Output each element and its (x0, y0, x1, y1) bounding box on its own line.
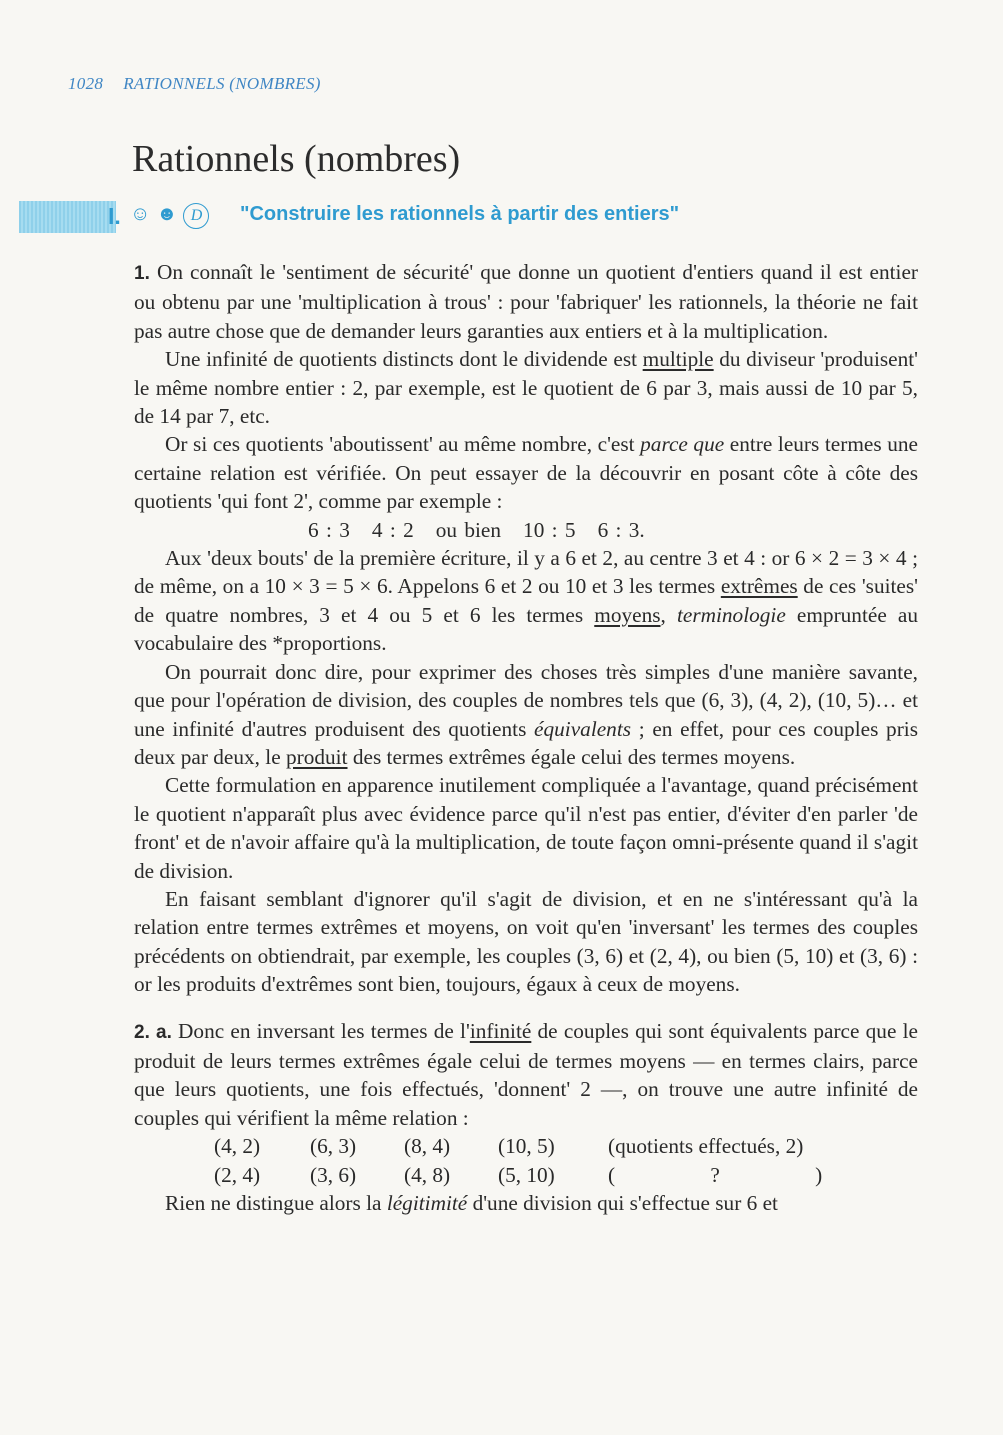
underlined-term: produit (285, 744, 348, 769)
text-run: de couples qui sont équivalents parce que le produit de leurs termes extrêmes égale celui de termes moyens — en termes clairs, parce que leurs quotients, une fois effectués, 'donnent' 2 —, on trouve une autre infinité de couples qui vérifient la même relation : (134, 1018, 918, 1130)
underlined-term: extrêmes (720, 574, 798, 599)
table-row (214, 1132, 858, 1160)
paragraph-text: On connaît le 'sentiment de sécurité' que donne un quotient d'entiers quand il est entier ou obtenu par une 'multiplication à trous' : pour 'fabriquer' les rationnels, la théorie ne fait pas autre chose que de demander leurs garanties aux entiers et à la multiplication. (134, 260, 918, 343)
table-row (214, 1161, 858, 1189)
circled-d-icon: D (183, 203, 209, 229)
section-heading: "Construire les rationnels à partir des entiers" (240, 203, 680, 225)
body-text (134, 258, 918, 1217)
quotient-example: 6 : 3 (308, 517, 350, 542)
italic-term: parce que (640, 432, 725, 457)
running-head-section: RATIONNELS (NOMBRES) (123, 74, 321, 93)
text-run: Donc en inversant les termes de l' (178, 1018, 470, 1043)
quotient-example: 10 : 5 (523, 517, 576, 542)
connector-text: ou bien (435, 517, 502, 542)
table-cell: (6, 3) (310, 1134, 357, 1159)
couples-table (214, 1132, 858, 1189)
table-cell (608, 1161, 858, 1189)
question-mark: ? (710, 1162, 720, 1187)
text-run: , (660, 602, 677, 627)
page-title: Rationnels (nombres) (132, 138, 461, 180)
open-paren: ( (608, 1162, 616, 1187)
close-paren: ) (815, 1162, 823, 1187)
text-run: Or si ces quotients 'aboutissent' au même nombre, c'est (165, 432, 641, 457)
paragraph-1 (134, 258, 918, 345)
paragraph-label: 1. (134, 263, 150, 284)
text-run: ; en effet, pour ces couples pris deux par deux, le (134, 716, 918, 769)
text-run: d'une division qui s'effectue sur 6 et (467, 1191, 778, 1215)
italic-term: équivalents (534, 716, 632, 741)
text-run: empruntée au vocabulaire des *proportions. (134, 602, 918, 656)
underlined-term: infinité (469, 1018, 532, 1043)
text-run: On pourrait donc dire, pour exprimer des choses très simples d'une manière savante, que pour l'opération de division, des couples de nombres tels que (6, 3), (4, 2), (10, 5)… et une infinité d'autres produisent des quotients (134, 659, 918, 741)
running-head (68, 74, 321, 94)
text-run: Rien ne distingue alors la (165, 1191, 387, 1215)
table-cell: (4, 2) (214, 1134, 261, 1159)
profile-head-icon: ☺ (130, 203, 151, 225)
paragraph-8 (134, 1017, 918, 1133)
text-run: du diviseur 'produisent' le même nombre entier : 2, par exemple, est le quotient de 6 par 3, mais aussi de 10 par 5, de 14 par 7, etc. (134, 347, 918, 429)
paragraph-2 (134, 345, 918, 430)
table-cell: (5, 10) (498, 1162, 555, 1187)
italic-term: légitimité (386, 1191, 468, 1215)
quotient-example: 4 : 2 (371, 517, 414, 542)
underlined-term: multiple (642, 347, 714, 372)
paragraph-5 (134, 658, 918, 772)
section-number: I. (108, 203, 121, 229)
text-run: Une infinité de quotients distincts dont le dividende est (165, 347, 643, 372)
paragraph-label: 2. a. (134, 1021, 172, 1043)
table-cell: (3, 6) (310, 1162, 357, 1187)
table-cell: (4, 8) (404, 1162, 451, 1187)
section-marker-band (19, 201, 116, 233)
example-quotients (134, 516, 918, 544)
paragraph-7: En faisant semblant d'ignorer qu'il s'agit de division, et en ne s'intéressant qu'à la relation entre termes extrêmes et moyens, on voit qu'en 'inversant' les termes des couples précédents on obtiendrait, par exemple, les couples (3, 6) et (2, 4), ou bien (5, 10) et (3, 6) : or les produits d'extrêmes sont bien, toujours, égaux à ceux de moyens. (134, 886, 918, 997)
paragraph-4 (134, 544, 918, 658)
text-run: Aux 'deux bouts' de la première écriture, il y a 6 et 2, au centre 3 et 4 : or 6 × 2 = 3 × 4 ; de même, on a 10 × 3 = 5 × 6. Appelons 6 et 2 ou 10 et 3 les termes (134, 546, 918, 599)
italic-term: terminologie (676, 602, 786, 627)
paragraph-9 (134, 1189, 918, 1217)
table-cell: (8, 4) (404, 1134, 451, 1159)
text-run: des termes extrêmes égale celui des termes moyens. (347, 744, 796, 769)
thinking-head-icon: ☻ (156, 203, 178, 225)
underlined-term: moyens (594, 602, 661, 627)
table-cell: (2, 4) (214, 1162, 261, 1187)
quotient-example: 6 : 3. (597, 517, 645, 542)
table-cell: (quotients effectués, 2) (608, 1134, 804, 1159)
table-cell: (10, 5) (498, 1134, 555, 1159)
paragraph-6: Cette formulation en apparence inutilement compliquée a l'avantage, quand précisément le quotient n'apparaît plus avec évidence parce qu'il n'est pas entier, d'éviter d'en parler 'de front' et de n'avoir affaire qu'à la multiplication, de toute façon omni-présente quand il s'agit de division. (134, 773, 918, 883)
section-icons (130, 203, 215, 229)
paragraph-3 (134, 430, 918, 515)
page-number: 1028 (68, 74, 104, 93)
text-run: entre leurs termes une certaine relation est vérifiée. On peut essayer de la découvrir en posant côte à côte des quotients 'qui font 2', comme par exemple : (134, 432, 918, 514)
text-run: de ces 'suites' de quatre nombres, 3 et 4 ou 5 et 6 les termes (134, 574, 919, 627)
